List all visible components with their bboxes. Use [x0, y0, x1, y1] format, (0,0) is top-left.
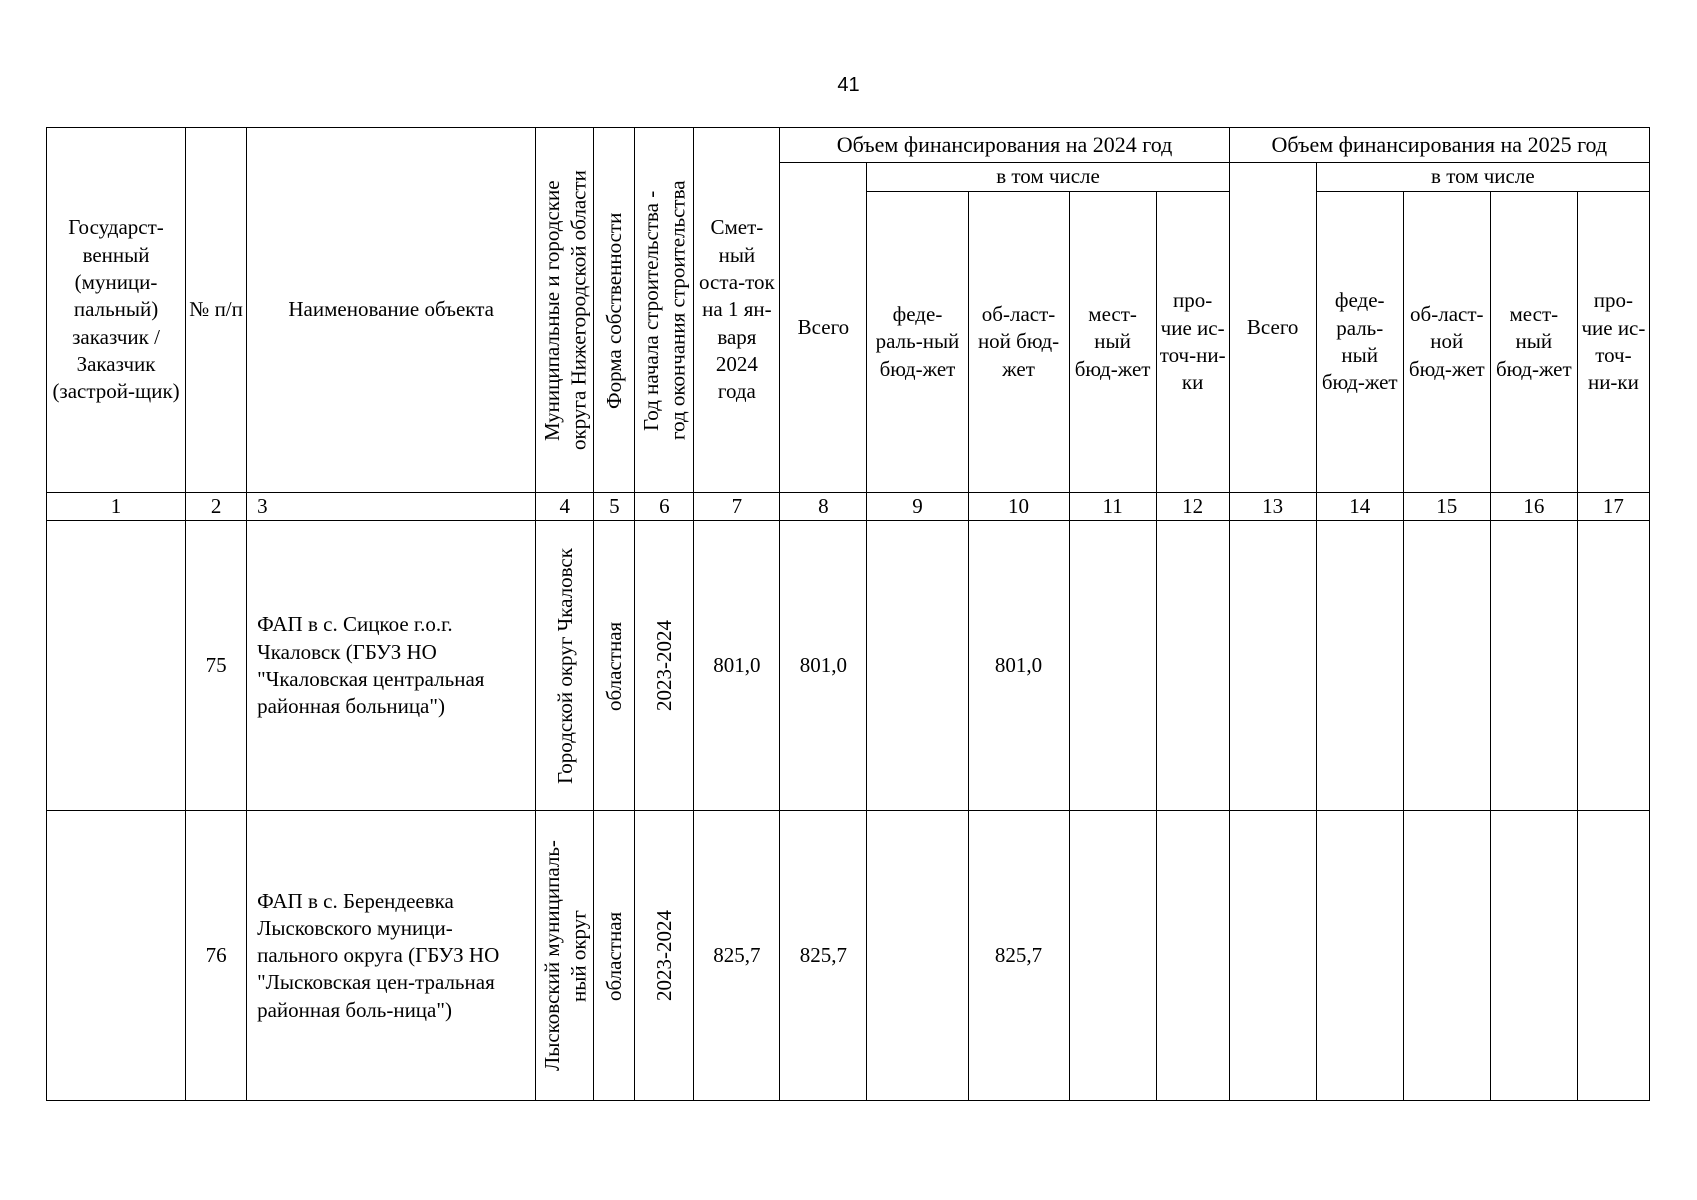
- header-federal-2024: феде-раль-ный бюд-жет: [867, 192, 968, 493]
- header-years-line2: год окончания строительства: [665, 180, 690, 440]
- header-municipality-line2: округа Нижегородской области: [565, 170, 590, 450]
- col-num-9: 9: [867, 493, 968, 521]
- table-row: [47, 811, 1650, 1101]
- row-years: [635, 521, 694, 811]
- header-total-2024: Всего: [780, 163, 867, 493]
- header-federal-2025: феде-раль-ный бюд-жет: [1316, 192, 1403, 493]
- header-ownership-text: Форма собственности: [602, 211, 627, 409]
- header-other-2025: про-чие ис-точ-ни-ки: [1577, 192, 1649, 493]
- header-regional-2025: об-ласт-ной бюд-жет: [1403, 192, 1490, 493]
- header-including-2025: в том числе: [1316, 163, 1649, 192]
- row-municipality-line1: Лысковский муниципаль-: [539, 840, 564, 1072]
- row-local-2024: [1069, 521, 1156, 811]
- financing-table: [46, 127, 1650, 1101]
- row-total-2025: [1229, 521, 1316, 811]
- col-num-10: 10: [968, 493, 1069, 521]
- page-number: 41: [837, 74, 860, 96]
- col-num-17: 17: [1577, 493, 1649, 521]
- row-other-2025: [1577, 811, 1649, 1101]
- col-num-16: 16: [1490, 493, 1577, 521]
- header-funding-2025: Объем финансирования на 2025 год: [1229, 128, 1649, 163]
- row-ownership-text: областная: [602, 911, 627, 1001]
- col-num-8: 8: [780, 493, 867, 521]
- header-estimate: Смет-ный оста-ток на 1 ян-варя 2024 года: [694, 128, 780, 493]
- header-years-line1: Год начала строительства -: [639, 189, 664, 431]
- row-municipality-line2: ный округ: [565, 909, 590, 1002]
- row-estimate: 825,7: [694, 811, 780, 1101]
- row-federal-2025: [1316, 521, 1403, 811]
- row-local-2025: [1490, 521, 1577, 811]
- row-years-text: 2023-2024: [652, 910, 677, 1002]
- header-object-name: Наименование объекта: [247, 128, 536, 493]
- col-num-1: 1: [47, 493, 186, 521]
- row-years: [635, 811, 694, 1101]
- row-number: 76: [186, 811, 247, 1101]
- col-num-6: 6: [635, 493, 694, 521]
- row-customer: [47, 521, 186, 811]
- row-years-text: 2023-2024: [652, 620, 677, 712]
- row-other-2024: [1156, 811, 1229, 1101]
- table-row: [47, 521, 1650, 811]
- col-num-5: 5: [594, 493, 635, 521]
- row-customer: [47, 811, 186, 1101]
- header-municipality: [536, 128, 594, 493]
- col-num-13: 13: [1229, 493, 1316, 521]
- header-other-2024: про-чие ис-точ-ни-ки: [1156, 192, 1229, 493]
- row-local-2024: [1069, 811, 1156, 1101]
- row-federal-2025: [1316, 811, 1403, 1101]
- header-including-2024: в том числе: [867, 163, 1229, 192]
- header-funding-2024: Объем финансирования на 2024 год: [780, 128, 1229, 163]
- row-regional-2024: 801,0: [968, 521, 1069, 811]
- col-num-2: 2: [186, 493, 247, 521]
- row-municipality: [536, 521, 594, 811]
- row-object-name: ФАП в с. Берендеевка Лысковского муници-пального округа (ГБУЗ НО "Лысковская цен-тральная районная боль-ница"): [247, 811, 536, 1101]
- col-num-14: 14: [1316, 493, 1403, 521]
- col-num-7: 7: [694, 493, 780, 521]
- row-regional-2025: [1403, 811, 1490, 1101]
- col-num-3: 3: [247, 493, 536, 521]
- header-ownership: [594, 128, 635, 493]
- row-object-name: ФАП в с. Сицкое г.о.г. Чкаловск (ГБУЗ НО "Чкаловская центральная районная больница"): [247, 521, 536, 811]
- col-num-11: 11: [1069, 493, 1156, 521]
- header-total-2025: Всего: [1229, 163, 1316, 493]
- header-customer: Государст-венный (муници-пальный) заказчик / Заказчик (застрой-щик): [47, 128, 186, 493]
- header-regional-2024: об-ласт-ной бюд-жет: [968, 192, 1069, 493]
- row-regional-2025: [1403, 521, 1490, 811]
- row-federal-2024: [867, 811, 968, 1101]
- row-total-2024: 825,7: [780, 811, 867, 1101]
- row-other-2024: [1156, 521, 1229, 811]
- row-federal-2024: [867, 521, 968, 811]
- header-local-2025: мест-ный бюд-жет: [1490, 192, 1577, 493]
- row-other-2025: [1577, 521, 1649, 811]
- col-num-12: 12: [1156, 493, 1229, 521]
- row-total-2025: [1229, 811, 1316, 1101]
- row-total-2024: 801,0: [780, 521, 867, 811]
- header-years: [635, 128, 694, 493]
- header-municipality-line1: Муниципальные и городские: [539, 179, 564, 441]
- row-municipality-text: Городской округ Чкаловск: [552, 547, 577, 784]
- row-ownership: [594, 811, 635, 1101]
- col-num-15: 15: [1403, 493, 1490, 521]
- row-ownership: [594, 521, 635, 811]
- row-municipality: [536, 811, 594, 1101]
- col-num-4: 4: [536, 493, 594, 521]
- row-estimate: 801,0: [694, 521, 780, 811]
- header-number: № п/п: [186, 128, 247, 493]
- row-local-2025: [1490, 811, 1577, 1101]
- row-regional-2024: 825,7: [968, 811, 1069, 1101]
- row-ownership-text: областная: [602, 621, 627, 711]
- header-local-2024: мест-ный бюд-жет: [1069, 192, 1156, 493]
- row-number: 75: [186, 521, 247, 811]
